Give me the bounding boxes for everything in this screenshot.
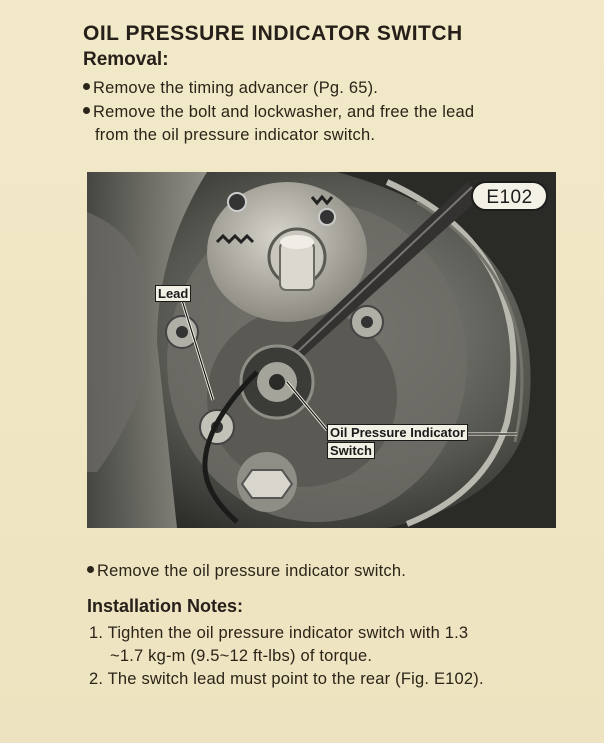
installation-note-2: 2. The switch lead must point to the rear (Fig. E102).: [89, 670, 484, 688]
installation-note-1-continued: ~1.7 kg-m (9.5~12 ft-lbs) of torque.: [110, 647, 373, 665]
switch-callout-line2: Switch: [327, 442, 375, 459]
engine-photo-illustration: [87, 172, 556, 528]
section-title: OIL PRESSURE INDICATOR SWITCH: [83, 22, 463, 45]
installation-note-1: 1. Tighten the oil pressure indicator switch with 1.3: [89, 624, 469, 642]
removal-heading: Removal:: [83, 49, 169, 70]
bullet-icon: [83, 83, 90, 90]
removal-step-1: Remove the timing advancer (Pg. 65).: [83, 79, 378, 98]
lead-callout: Lead: [155, 285, 191, 302]
removal-step-3: Remove the oil pressure indicator switch.: [87, 562, 406, 581]
removal-step-2: Remove the bolt and lockwasher, and free the lead: [83, 103, 474, 122]
figure-number-badge: E102: [471, 181, 548, 211]
bullet-icon: [87, 566, 94, 573]
bullet-icon: [83, 107, 90, 114]
switch-callout-line1: Oil Pressure Indicator: [327, 424, 468, 441]
figure-photo: [87, 172, 556, 528]
removal-step-2-continued: from the oil pressure indicator switch.: [95, 126, 376, 144]
installation-heading: Installation Notes:: [87, 596, 244, 616]
